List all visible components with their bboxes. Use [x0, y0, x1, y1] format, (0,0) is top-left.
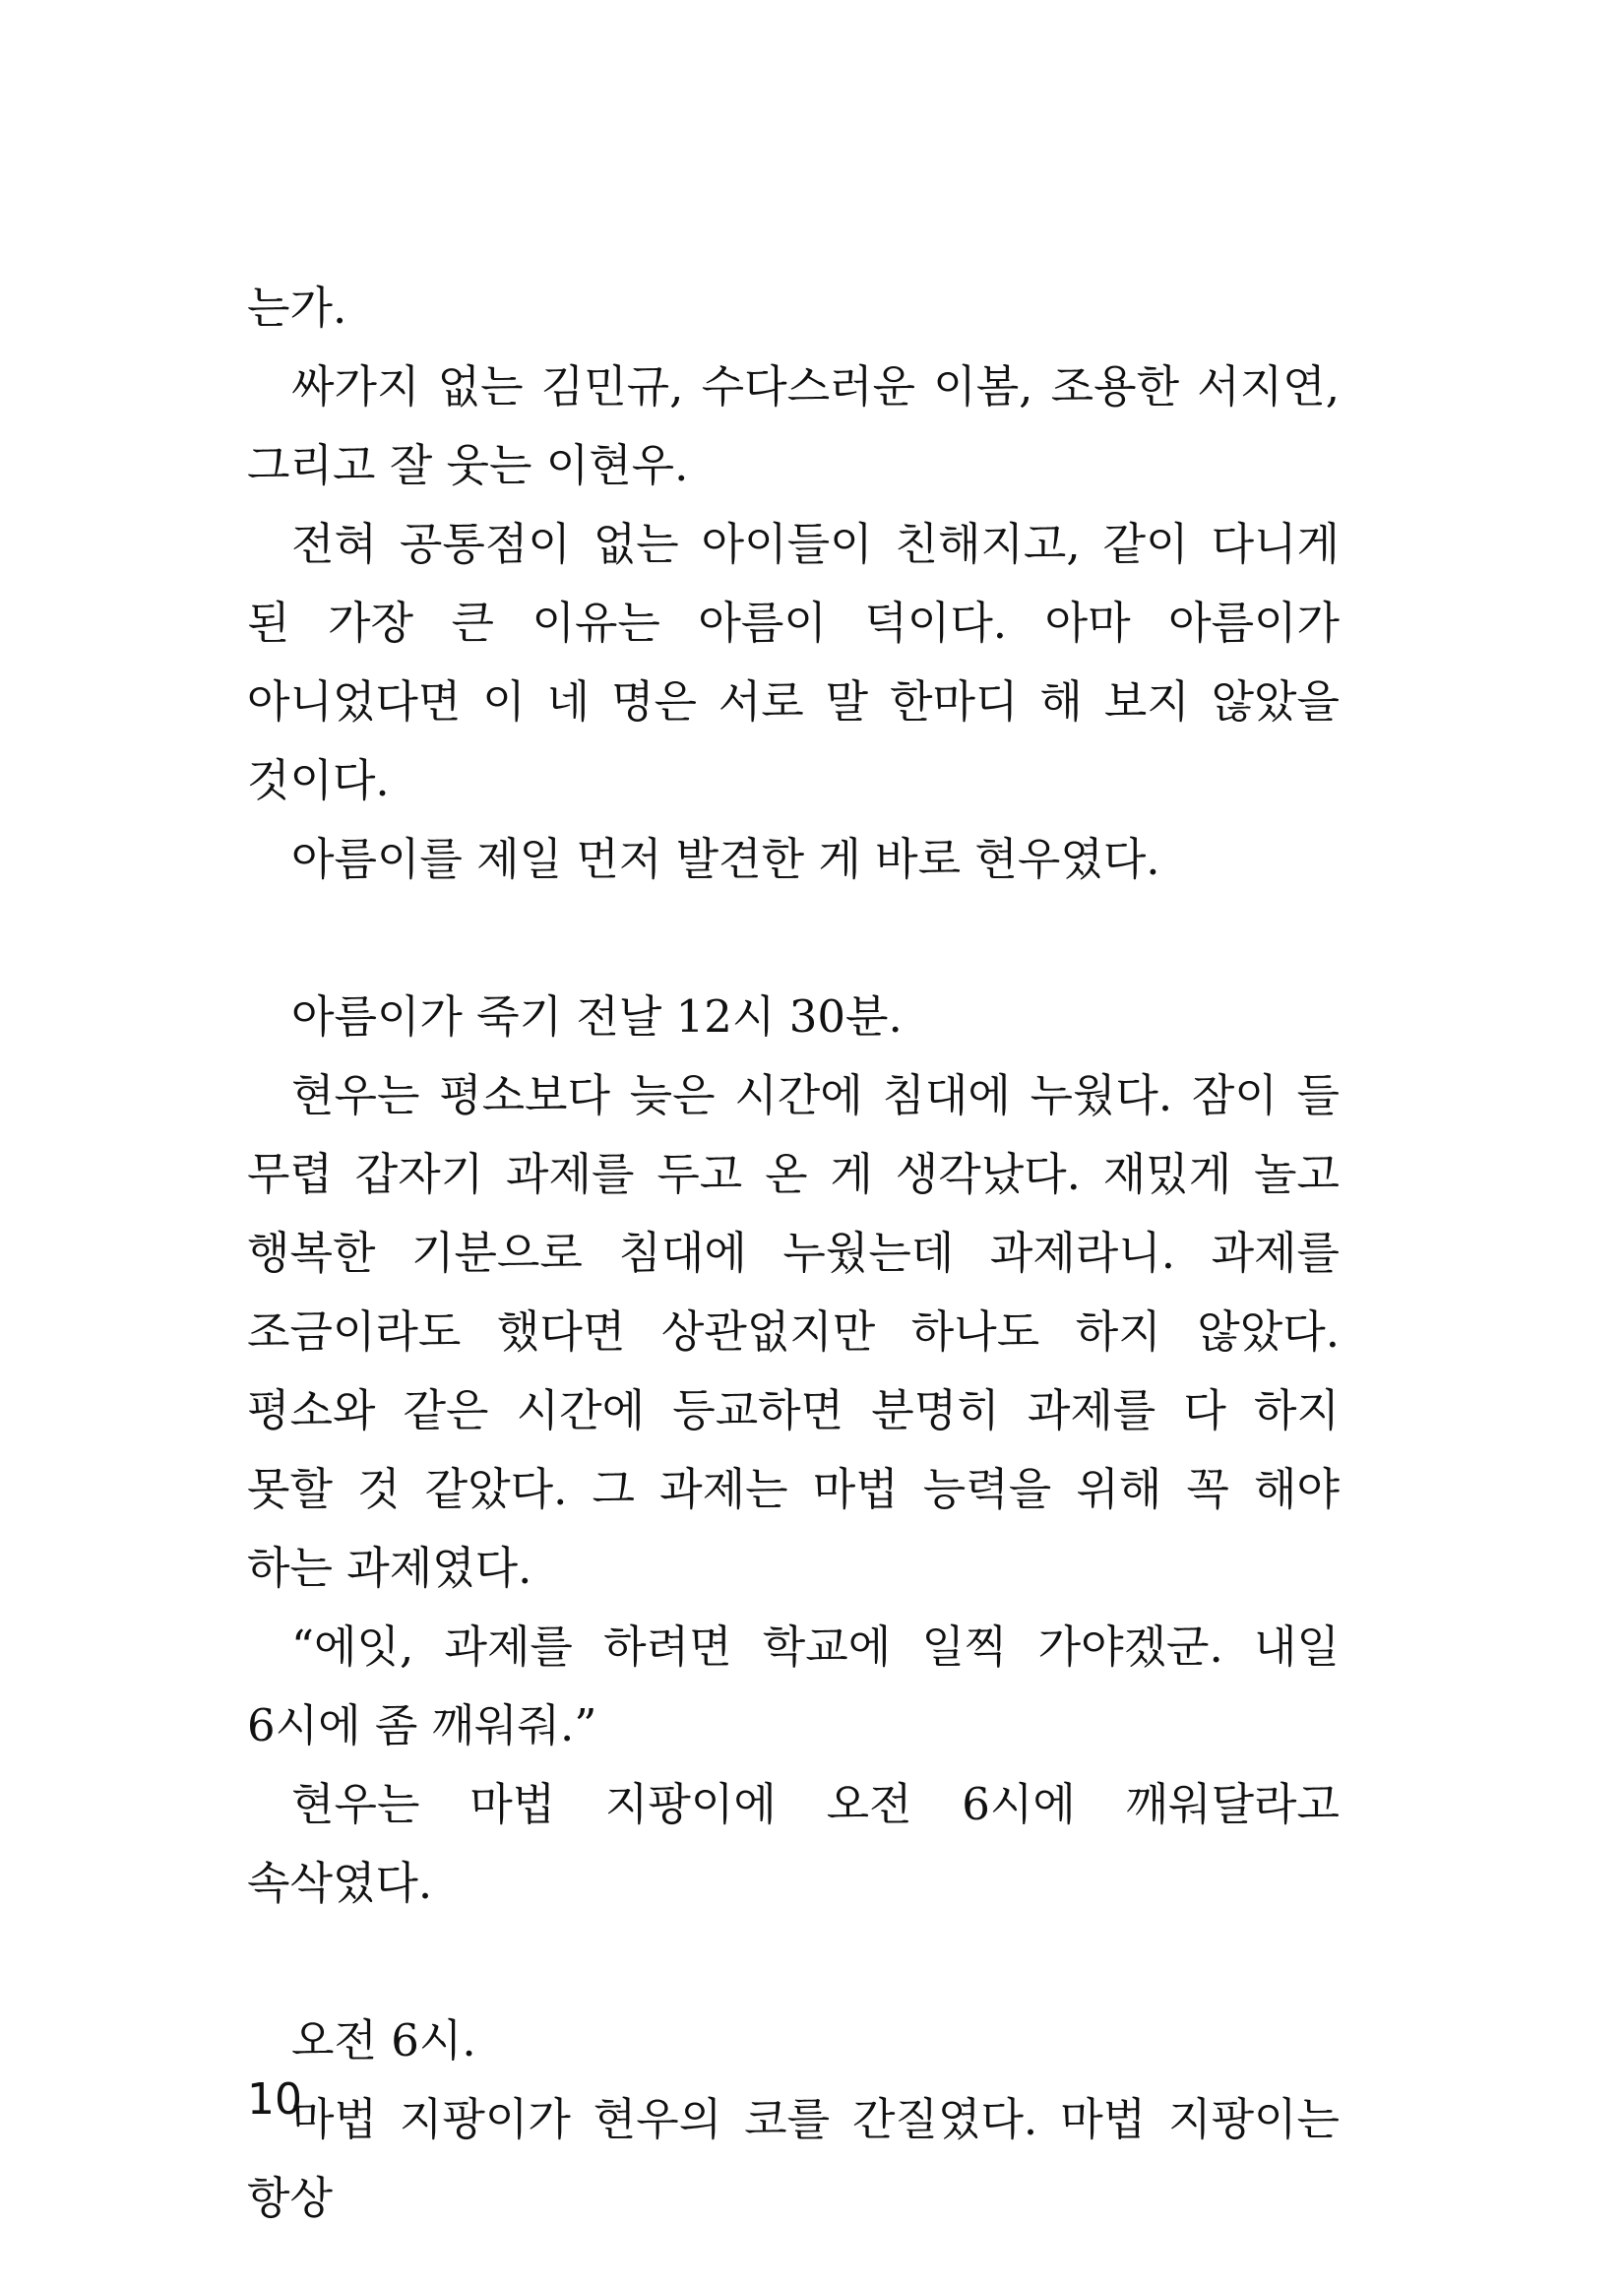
page-body — [247, 269, 1340, 2238]
paragraph: 현우는 평소보다 늦은 시간에 침대에 누웠다. 잠이 들 무렵 갑자기 과제를 두고 온 게 생각났다. 재밌게 놀고 행복한 기분으로 침대에 누웠는데 과제라니. 과제를 조금이라도 했다면 상관없지만 하나도 하지 않았다. 평소와 같은 시간에 등교하면 분명히 과제를 다 하지 못할 것 같았다. 그 과제는 마법 능력을 위해 꼭 해야 하는 과제였다. — [247, 1069, 1341, 1594]
dialogue-paragraph: “에잇, 과제를 하려면 학교에 일찍 가야겠군. 내일 6시에 좀 깨워줘.” — [247, 1621, 1340, 1751]
page-number: 10 — [247, 2074, 302, 2125]
paragraph: 는가. — [247, 282, 347, 334]
paragraph: 현우는 마법 지팡이에 오전 6시에 깨워달라고 속삭였다. — [247, 1778, 1340, 1909]
section-break — [247, 899, 1340, 978]
paragraph: 싸가지 없는 김민규, 수다스러운 이봄, 조용한 서지연, 그리고 잘 웃는 이현우. — [247, 360, 1340, 491]
paragraph: 오전 6시. — [291, 2014, 476, 2066]
paragraph: 아름이가 죽기 전날 12시 30분. — [291, 990, 903, 1043]
paragraph: 전혀 공통점이 없는 아이들이 친해지고, 같이 다니게 된 가장 큰 이유는 아름이 덕이다. 아마 아름이가 아니었다면 이 네 명은 서로 말 한마디 해 보지 않았을 것이다. — [247, 518, 1340, 806]
section-break — [247, 1923, 1340, 2002]
paragraph: 마법 지팡이가 현우의 코를 간질였다. 마법 지팡이는 항상 — [247, 2093, 1340, 2224]
paragraph: 아름이를 제일 먼저 발견한 게 바로 현우였다. — [291, 833, 1160, 885]
